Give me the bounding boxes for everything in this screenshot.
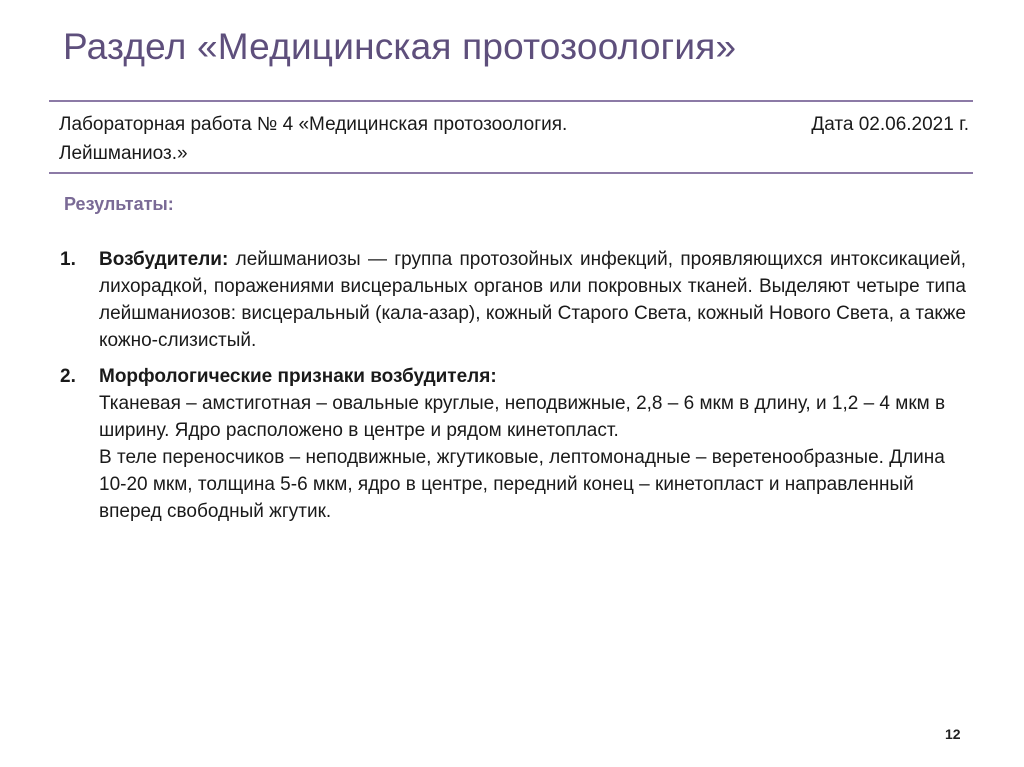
lab-work-header bbox=[59, 110, 969, 168]
list-item bbox=[60, 246, 966, 354]
list-item-paragraph: Тканевая – амстиготная – овальные круглые, неподвижные, 2,8 – 6 мкм в длину, и 1,2 – 4 мкм в ширину. Ядро расположено в центре и рядом кинетопласт. bbox=[99, 393, 946, 441]
page-number: 12 bbox=[945, 726, 961, 742]
list-item-heading: Возбудители: bbox=[99, 249, 229, 270]
lab-work-date: Дата 02.06.2021 г. bbox=[811, 114, 969, 135]
lab-work-title-line2: Лейшманиоз.» bbox=[59, 143, 188, 164]
divider-bottom bbox=[49, 172, 973, 174]
list-item-body bbox=[99, 363, 966, 525]
list-item-text: лейшманиозы — группа протозойных инфекций, проявляющихся интоксикацией, лихорадкой, поражениями висцеральных органов или покровных тканей. Выделяют четыре типа лейшманиозов: висцеральный (кала-азар), кожный Старого Света, кожный Нового Света, а также кожно-слизистый. bbox=[99, 249, 966, 351]
slide-title: Раздел «Медицинская протозоология» bbox=[63, 26, 737, 67]
results-list bbox=[60, 246, 966, 525]
list-item-number: 2. bbox=[60, 366, 76, 387]
lab-work-title-line1: Лабораторная работа № 4 «Медицинская протозоология. bbox=[59, 114, 568, 135]
list-item-paragraph: В теле переносчиков – неподвижные, жгутиковые, лептомонадные – веретенообразные. Длина 10-20 мкм, толщина 5-6 мкм, ядро в центре, передний конец – кинетопласт и направленный вперед свободный жгутик. bbox=[99, 447, 945, 522]
list-item-body bbox=[99, 246, 966, 354]
list-item-number: 1. bbox=[60, 249, 76, 270]
divider-top bbox=[49, 100, 973, 102]
list-item-heading: Морфологические признаки возбудителя: bbox=[99, 366, 497, 387]
results-heading: Результаты: bbox=[64, 194, 174, 214]
list-item bbox=[60, 363, 966, 525]
